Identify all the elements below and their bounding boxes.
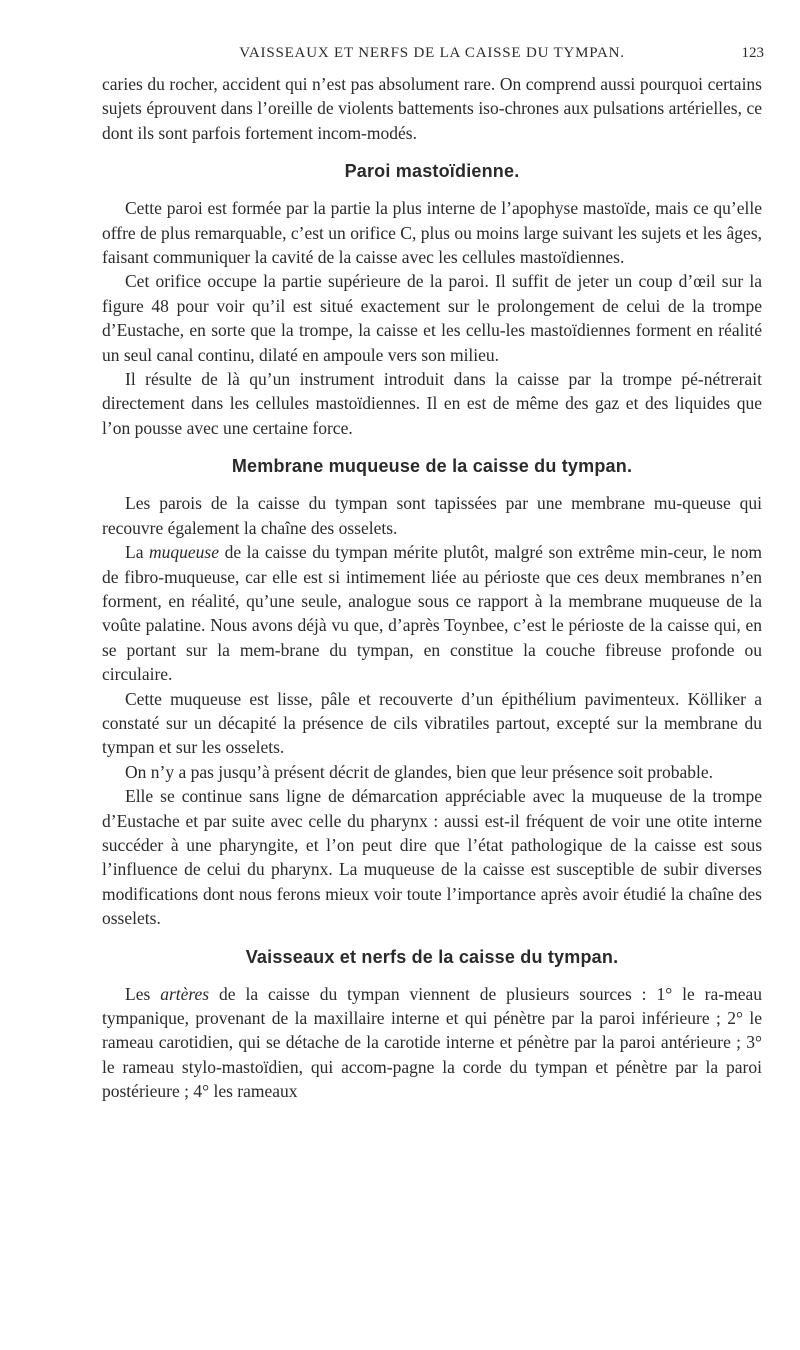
text-run: Les <box>125 983 161 1004</box>
paragraph: Cet orifice occupe la partie supérieure de la paroi. Il suffit de jeter un coup d’œil sur la figure 48 pour voir qu’il est situé exactement sur le prolongement de celui de la trompe d’Eustache, en sorte que la trompe, la caisse et les cellu-les mastoïdiennes forment en réalité un seul canal continu, dilaté en ampoule vers son milieu. <box>102 271 762 365</box>
paragraph-continued: caries du rocher, accident qui n’est pas absolument rare. On comprend aussi pourquoi certains sujets éprouvent dans l’oreille de violents battements iso-chrones aux pulsations artérielles, ce dont ils sont parfois fortement incom-modés. <box>102 74 762 143</box>
italic-term: muqueuse <box>149 542 220 563</box>
paragraph: On n’y a pas jusqu’à présent décrit de glandes, bien que leur présence soit probable. <box>125 761 713 782</box>
running-title: VAISSEAUX ET NERFS DE LA CAISSE DU TYMPAN. <box>239 45 625 61</box>
running-head <box>100 42 764 64</box>
paragraph: Il résulte de là qu’un instrument introduit dans la caisse par la trompe pé-nétrerait directement dans les cellules mastoïdiennes. Il en est de même des gaz et des liquides que l’on pousse avec une certaine force. <box>102 369 762 438</box>
paragraph: Les parois de la caisse du tympan sont tapissées par une membrane mu-queuse qui recouvre également la chaîne des osselets. <box>102 493 762 538</box>
paragraph: Cette muqueuse est lisse, pâle et recouverte d’un épithélium pavimenteux. Kölliker a constaté sur un décapité la présence de cils vibratiles partout, excepté sur la membrane du tympan et sur les osselets. <box>102 688 762 758</box>
paragraph <box>102 982 762 1104</box>
italic-term: artères <box>160 983 210 1004</box>
paragraph <box>102 540 762 686</box>
paragraph: Cette paroi est formée par la partie la plus interne de l’apophyse mastoïde, mais ce qu’elle offre de plus remarquable, c’est un orifice C, plus ou moins large suivant les sujets et les âges, faisant communiquer la cavité de la caisse avec les cellules mastoïdiennes. <box>102 198 762 268</box>
section-heading-mastoid-wall: Paroi mastoïdienne. <box>344 161 520 182</box>
paragraph: Elle se continue sans ligne de démarcation appréciable avec la muqueuse de la trompe d’Eustache et par suite avec celle du pharynx : aussi est-il fréquent de voir une otite interne succéder à une pharyngite, et l’on peut dire que l’état pathologique de la caisse est sous l’influence de celui du pharynx. La muqueuse de la caisse est susceptible de subir diverses modifications dont nous ferons mieux voir toute l’importance après avoir étudié la chaîne des osselets. <box>102 786 762 929</box>
section-heading-mucous-membrane: Membrane muqueuse de la caisse du tympan. <box>231 456 633 477</box>
page-body <box>102 72 762 1104</box>
text-run: de la caisse du tympan mérite plutôt, malgré son extrême min-ceur, le nom de fibro-muqueuse, car elle est si intimement liée au périoste que ces deux membranes n’en forment, en réalité, qu’une seule, analogue sous ce rapport à la membrane muqueuse de la voûte palatine. Nous avons déjà vu que, d’après Toynbee, c’est le périoste de la caisse qui, en se portant sur la mem-brane du tympan, en constitue la couche fibreuse profonde ou circulaire. <box>102 542 762 685</box>
text-run: de la caisse du tympan viennent de plusieurs sources : 1° le ra-meau tympanique, provenant de la maxillaire interne et qui pénètre par la paroi inférieure ; 2° le rameau carotidien, qui se détache de la carotide interne et pénètre par la paroi antérieure ; 3° le rameau stylo-mastoïdien, qui accom-pagne la corde du tympan et pénètre par la paroi postérieure ; 4° les rameaux <box>102 983 762 1102</box>
page-number: 123 <box>741 45 764 61</box>
section-heading-vessels-nerves: Vaisseaux et nerfs de la caisse du tympan. <box>245 946 619 967</box>
text-run: La <box>125 542 150 563</box>
